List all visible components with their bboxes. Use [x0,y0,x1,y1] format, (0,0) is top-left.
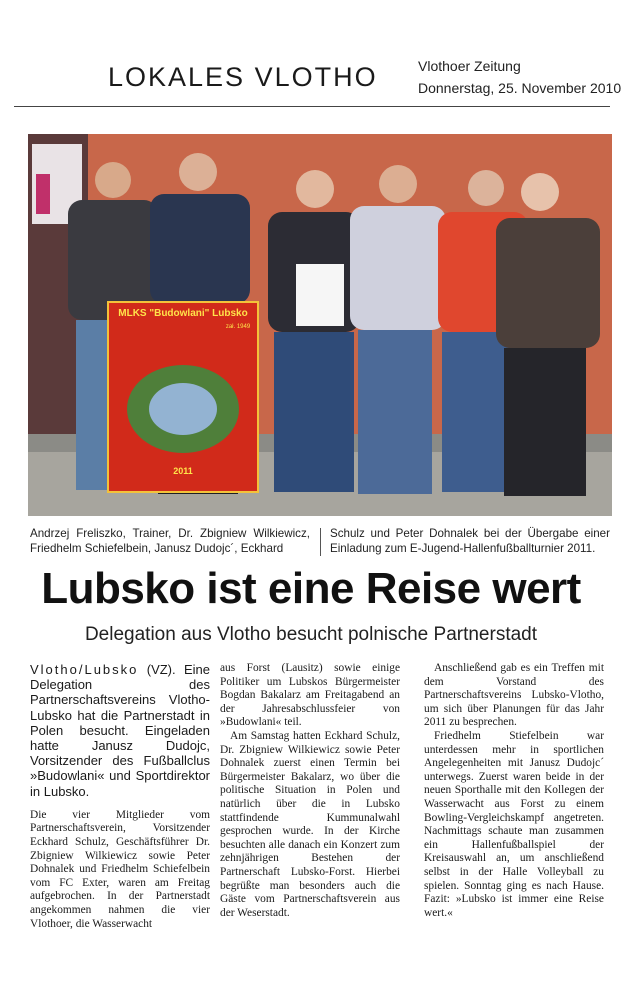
article-column-3 [424,662,604,920]
photo-caption-left: Andrzej Freliszko, Trainer, Dr. Zbigniew Wilkiewicz, Friedhelm Schiefelbein, Janusz Dudojc´, Eckhard [30,527,310,555]
photo-caption-right: Schulz und Peter Dohnalek bei der Übergabe einer Einladung zum E-Jugend-Hallenfußballturnier 2011. [330,527,610,555]
group-photo [28,134,612,516]
paragraph: aus Forst (Lausitz) sowie einige Politiker um Lubskos Bürgermeister Bogdan Bakalarz am Freitagabend an der Jahresabschlussfeier von »Budowlani« teil. [220,662,400,729]
paragraph: Anschließend gab es ein Treffen mit dem Vorstand des Partnerschaftsvereins Lubsko-Vlotho, um sich über Planungen für das Jahr 2011 zu besprechen. [424,662,604,729]
dateline-location: Vlotho/Lubsko [30,662,139,677]
caption-separator [320,528,321,556]
section-title: LOKALES VLOTHO [108,62,378,92]
poster-title: MLKS "Budowlani" Lubsko [118,308,248,319]
page-header [0,0,622,110]
article-lead [30,662,210,799]
paragraph: Am Samstag hatten Eckhard Schulz, Dr. Zbigniew Wilkiewicz sowie Peter Dohnalek zuerst einen Termin bei Bürgermeister Bakalarz, wo über die politische Situation in Polen und natürlich über die in Lubsko stattfindende Kummunalwahl gesprochen wurde. In der Kirche besuchten alle danach ein Konzert zum zehnjährigen Bestehen der Partnerschaft Lubsko-Forst. Hierbei begrüßte man besonders auch die Gäste vom Partnerschaftsverein aus der Weserstadt. [220,729,400,919]
article-headline: Lubsko ist eine Reise wert [41,564,581,613]
dateline-source: (VZ). [146,662,176,677]
club-poster [108,302,258,492]
header-rule [14,106,610,107]
paragraph: Friedhelm Stiefelbein war unterdessen mehr in sportlichen Angelegenheiten mit Janusz Dudojc´ unterwegs. Zuerst waren beide in der neuen Sporthalle mit den Kollegen der Wasserwacht aus Forst zu einem Bowling-Vergleichskampf angetreten. Nachmittags schaute man zusammen ein Hallenfußballspiel der Kreisauswahl an, um anschließend selbst in der Halle Volleyball zu spielen. Sonntag ging es nach Hause. Fazit: »Lubsko ist immer eine Reise wert.« [424,729,604,919]
lead-text: Eine Delegation des Partnerschaftsvereins Vlotho-Lubsko hat die Partnerstadt in Polen besucht. Eingeladen hatte Janusz Dudojc, Vorsitzender des Fußballclus »Budowlani« und Sportdirektor in Lubsko. [30,662,210,799]
issue-date: Donnerstag, 25. November 2010 [418,80,622,96]
article-column-1 [30,662,210,931]
poster-year: 2011 [173,466,193,476]
poster-subtitle: zał. 1949 [225,324,251,330]
paragraph: Die vier Mitglieder vom Partnerschaftsverein, Vorsitzender Eckhard Schulz, Geschäftsführer Dr. Zbigniew Wilkiewicz sowie Peter Dohnalek und Friedhelm Schiefelbein vom FC Exter, waren am Freitag aufgebrochen. In der Partnerstadt angekommen nahmen die vier Vlothoer, die Wasserwacht [30,808,210,930]
group-photo-illustration [28,134,612,516]
newspaper-name: Vlothoer Zeitung [418,58,521,74]
article-column-2 [220,662,400,920]
article-subheadline: Delegation aus Vlotho besucht polnische Partnerstadt [84,624,538,645]
